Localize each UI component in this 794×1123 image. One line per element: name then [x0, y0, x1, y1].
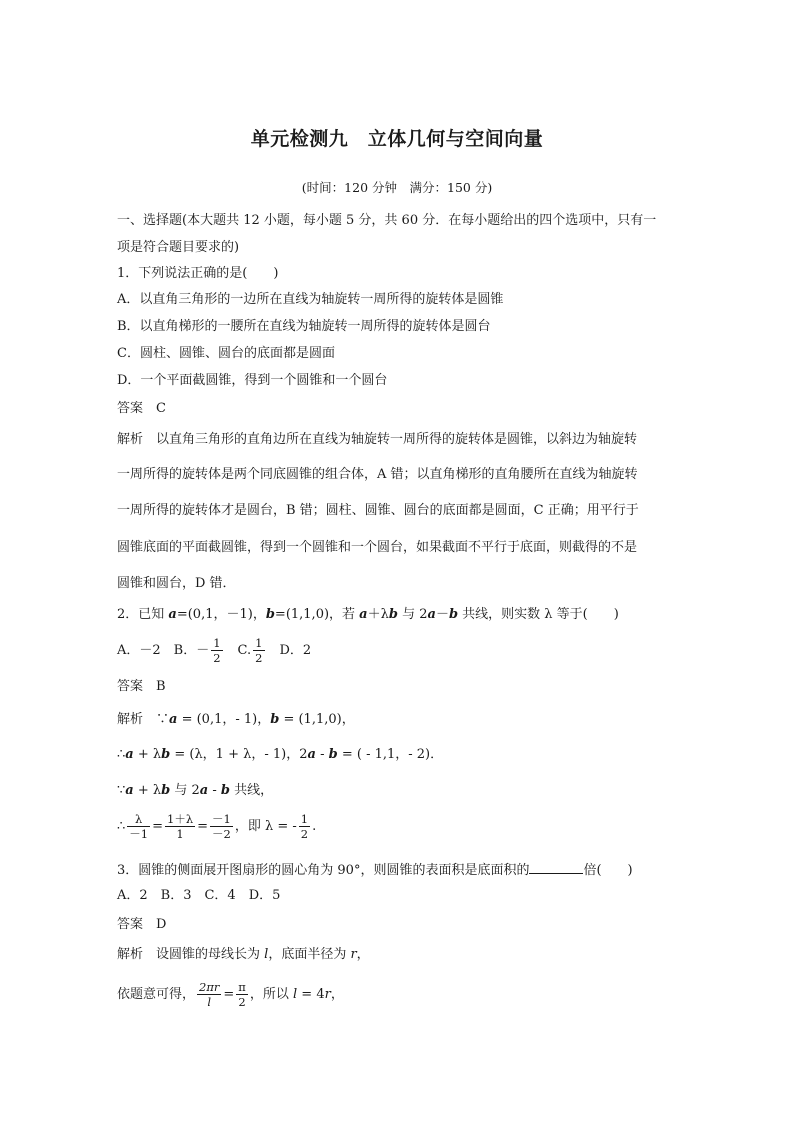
- q1-option-c: C．圆柱、圆锥、圆台的底面都是圆面: [117, 346, 335, 361]
- q2-explanation-line3: ∵a + λb 与 2a - b 共线，: [117, 783, 274, 798]
- fraction-one-plus-lambda: $\frac{1+\lambda}{1}$: [167, 812, 194, 841]
- fraction-pi-over-2: $\frac{\pi}{2}$: [238, 980, 246, 1009]
- q1-explanation-line3: 一周所得的旋转体才是圆台，B 错；圆柱、圆锥、圆台的底面都是圆面，C 正确；用平行于: [117, 503, 639, 518]
- fraction-half: $\frac{1}{2}$: [300, 812, 309, 841]
- q2-options: A．－2 B．－ $\frac{1}{2}$ C. $\frac{1}{2}$ D．2: [117, 636, 312, 665]
- q1-option-a: A．以直角三角形的一边所在直线为轴旋转一周所得的旋转体是圆锥: [117, 292, 504, 307]
- fraction-lambda: $\frac{\lambda}{-1}$: [129, 812, 149, 841]
- page-title: 单元检测九 立体几何与空间向量: [250, 128, 544, 150]
- q2-explanation-line4: ∴ $\frac{\lambda}{-1}$ = $\frac{1+\lambda}{1}$ = $\frac{-1}{-2}$ ，即 λ = - $\frac{1}{2}$ .: [117, 812, 317, 841]
- q2-explanation-line1: 解析 ∵a = (0,1，- 1)，b = (1,1,0)，: [117, 712, 355, 727]
- q2-answer: 答案 B: [117, 679, 166, 694]
- fraction-minus-one: $\frac{-1}{-2}$: [212, 812, 231, 841]
- q1-stem: 1．下列说法正确的是( ): [117, 266, 279, 281]
- section-heading-line2: 项是符合题目要求的): [117, 240, 240, 255]
- q3-options: A．2 B．3 C．4 D．5: [117, 888, 281, 903]
- q3-explanation-line1: 解析 设圆锥的母线长为 l，底面半径为 r，: [117, 947, 370, 962]
- q1-explanation-line1: 解析 以直角三角形的直角边所在直线为轴旋转一周所得的旋转体是圆锥，以斜边为轴旋转: [117, 432, 638, 447]
- q1-option-d: D．一个平面截圆锥，得到一个圆锥和一个圆台: [117, 373, 388, 388]
- fraction-half: $\frac{1}{2}$: [213, 636, 221, 665]
- q3-stem: 3．圆锥的侧面展开图扇形的圆心角为 90°，则圆锥的表面积是底面积的 倍( ): [117, 863, 633, 878]
- fraction-2pir-over-l: $\frac{2\pi r}{l}$: [199, 980, 220, 1009]
- q3-answer: 答案 D: [117, 917, 167, 932]
- q1-option-b: B．以直角梯形的一腰所在直线为轴旋转一周所得的旋转体是圆台: [117, 319, 491, 334]
- q2-stem: 2．已知 a=(0,1，－1)，b=(1,1,0)，若 a＋λb 与 2a－b 共线，则实数 λ 等于( ): [117, 607, 619, 622]
- exam-info: (时间：120 分钟 满分：150 分): [301, 180, 493, 195]
- fill-blank: [529, 861, 583, 874]
- q1-explanation-line2: 一周所得的旋转体是两个同底圆锥的组合体，A 错；以直角梯形的直角腰所在直线为轴旋转: [117, 467, 638, 482]
- fraction-half: $\frac{1}{2}$: [255, 636, 263, 665]
- q3-explanation-line2: 依题意可得， $\frac{2\pi r}{l}$ = $\frac{\pi}{2}$ ，所以 l = 4r，: [117, 980, 344, 1009]
- q2-explanation-line2: ∴a + λb = (λ，1 + λ，- 1)，2a - b = ( - 1,1，- 2)．: [117, 747, 444, 762]
- q1-answer: 答案 C: [117, 401, 166, 416]
- q1-explanation-line4: 圆锥底面的平面截圆锥，得到一个圆锥和一个圆台，如果截面不平行于底面，则截得的不是: [117, 540, 638, 555]
- section-heading-line1: 一、选择题(本大题共 12 小题，每小题 5 分，共 60 分．在每小题给出的四个选项中，只有一: [117, 213, 657, 228]
- q1-explanation-line5: 圆锥和圆台，D 错．: [117, 576, 236, 591]
